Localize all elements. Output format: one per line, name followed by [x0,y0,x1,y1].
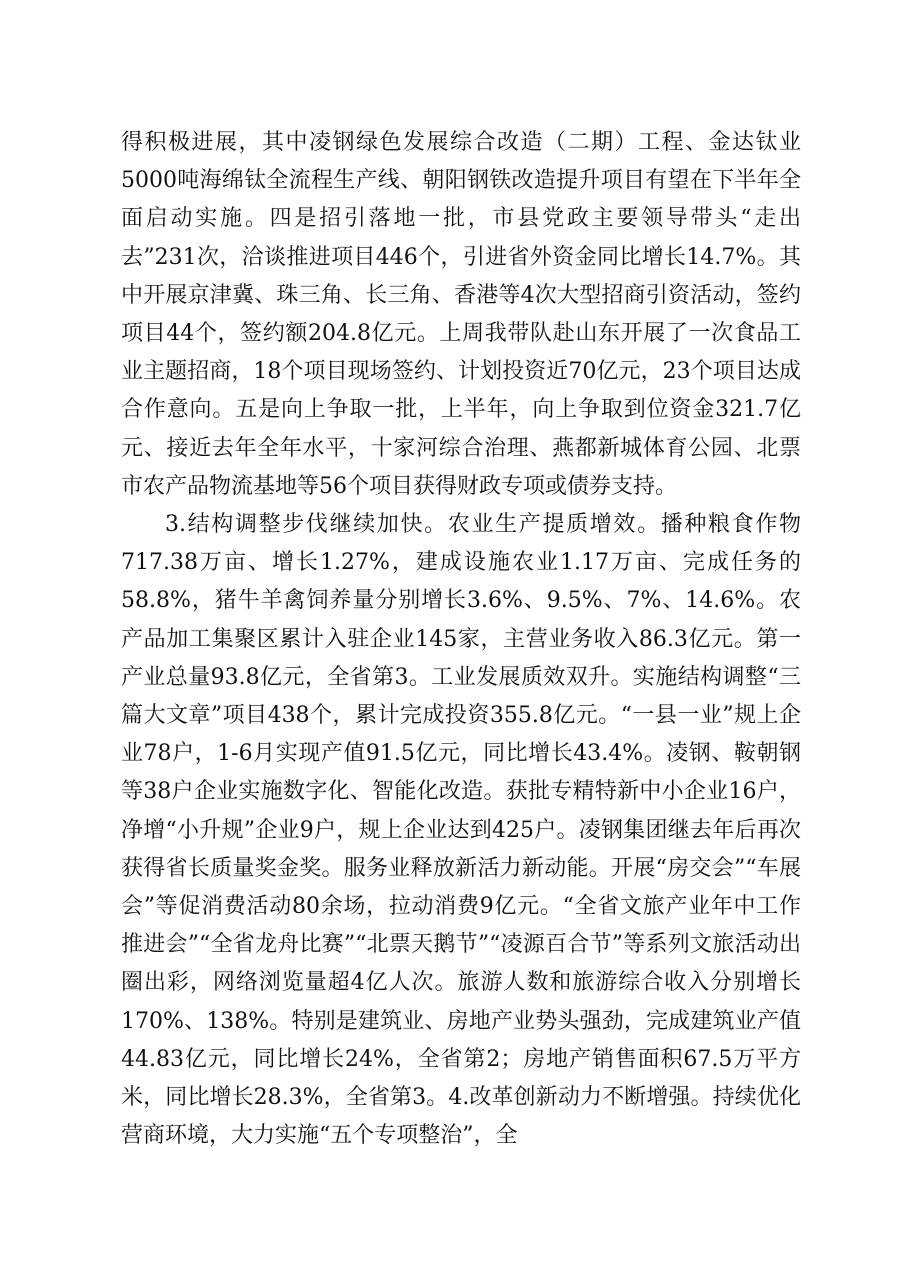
paragraph-2: 3.结构调整步伐继续加快。农业生产提质增效。播种粮食作物717.38万亩、增长1.27%，建成设施农业1.17万亩、完成任务的58.8%，猪牛羊禽饲养量分别增长3.6%、9.5%、7%、14.6%。农产品加工集聚区累计入驻企业145家，主营业务收入86.3亿元。第一产业总量93.8亿元，全省第3。工业发展质效双升。实施结构调整“三篇大文章”项目438个，累计完成投资355.8亿元。“一县一业”规上企业78户，1-6月实现产值91.5亿元，同比增长43.4%。凌钢、鞍朝钢等38户企业实施数字化、智能化改造。获批专精特新中小企业16户，净增“小升规”企业9户，规上企业达到425户。凌钢集团继去年后再次获得省长质量奖金奖。服务业释放新活力新动能。开展“房交会”“车展会”等促消费活动80余场，拉动消费9亿元。“全省文旅产业年中工作推进会”“全省龙舟比赛”“北票天鹅节”“凌源百合节”等系列文旅活动出圈出彩，网络浏览量超4亿人次。旅游人数和旅游综合收入分别增长170%、138%。特别是建筑业、房地产业势头强劲，完成建筑业产值44.83亿元，同比增长24%，全省第2；房地产销售面积67.5万平方米，同比增长28.3%，全省第3。4.改革创新动力不断增强。持续优化营商环境，大力实施“五个专项整治”，全 [121,512,801,1149]
document-body [121,124,801,1155]
paragraph-1: 得积极进展，其中凌钢绿色发展综合改造（二期）工程、金达钛业5000吨海绵钛全流程生产线、朝阳钢铁改造提升项目有望在下半年全面启动实施。四是招引落地一批，市县党政主要领导带头“走出去”231次，洽谈推进项目446个，引进省外资金同比增长14.7%。其中开展京津冀、珠三角、长三角、香港等4次大型招商引资活动，签约项目44个，签约额204.8亿元。上周我带队赴山东开展了一次食品工业主题招商，18个项目现场签约、计划投资近70亿元，23个项目达成合作意向。五是向上争取一批，上半年，向上争取到位资金321.7亿元、接近去年全年水平，十家河综合治理、燕都新城体育公园、北票市农产品物流基地等56个项目获得财政专项或债券支持。 [121,130,801,499]
